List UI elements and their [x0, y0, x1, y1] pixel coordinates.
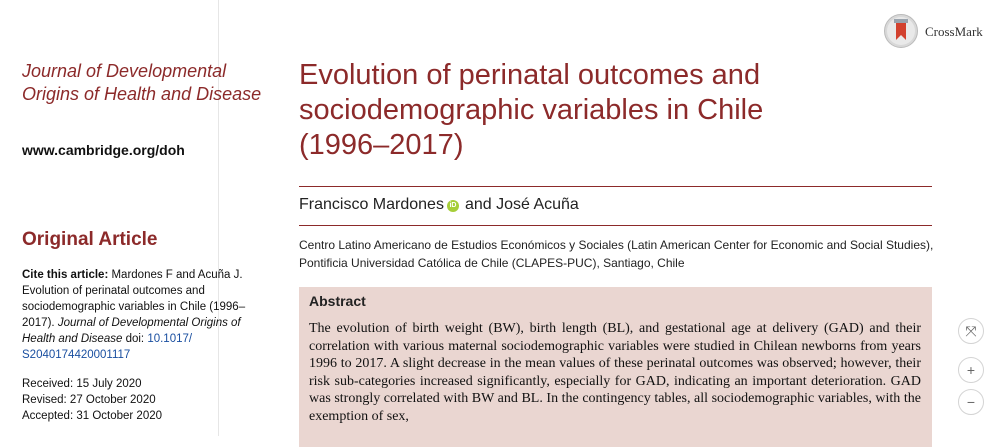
crossmark-label: CrossMark: [925, 24, 983, 39]
zoom-out-button[interactable]: [958, 389, 984, 415]
journal-name: [22, 60, 282, 106]
abstract-heading: Abstract: [309, 293, 366, 309]
plus-icon: +: [966, 362, 976, 378]
crossmark-badge[interactable]: [884, 14, 994, 50]
journal-website-link[interactable]: www.cambridge.org/doh: [22, 142, 185, 158]
fit-page-icon: ⤧: [965, 323, 977, 339]
zoom-in-button[interactable]: [958, 357, 984, 383]
authors: [299, 196, 579, 214]
publication-dates: [22, 376, 162, 424]
doi-link[interactable]: 10.1017/ S2040174420001117: [22, 333, 193, 361]
minus-icon: −: [966, 394, 976, 410]
article-type: Original Article: [22, 229, 158, 250]
journal-name-line1: Journal of Developmental: [22, 61, 227, 81]
author-1[interactable]: Francisco Mardones: [299, 196, 444, 213]
cite-doi-prefix: doi:: [122, 333, 148, 345]
article-title: Evolution of perinatal outcomes and sociodemographic variables in Chile (1996–2017): [299, 59, 764, 161]
journal-name-line2: Origins of Health and Disease: [22, 84, 262, 104]
citation-block: [22, 267, 272, 363]
cite-text: Mardones F and Acuña J. Evolution of perinatal outcomes and sociodemographic variables in Chile (1996–2017).: [22, 269, 246, 329]
cite-journal: Journal of Developmental Origins of Health and Disease: [22, 317, 241, 345]
orcid-icon[interactable]: iD: [447, 200, 459, 212]
abstract-body: The evolution of birth weight (BW), birth length (BL), and gestational age at delivery (GAD) and their correlation with various maternal sociodemographic variables were studied in Chilean newborns from years 1996 to 2017. A slight decrease in the mean values of these perinatal outcomes was observed; however, their risk sub-categories increased significantly, especially for GAD, indicating an important deterioration. GAD was strongly correlated with BW and BL. In the contingency tables, all sociodemographic variables, with the exemption of sex,: [309, 321, 921, 424]
crossmark-icon: [884, 14, 918, 48]
divider-top: [299, 186, 932, 187]
affiliation: Centro Latino Americano de Estudios Económicos y Sociales (Latin American Center for Economic and Social Studies), Pontificia Universidad Católica de Chile (CLAPES-PUC), Santiago, Chile: [299, 238, 934, 270]
divider-bottom: [299, 225, 932, 226]
author-2[interactable]: and José Acuña: [464, 196, 579, 213]
date-received: Received: 15 July 2020: [22, 378, 142, 390]
abstract-box: [299, 287, 932, 447]
date-revised: Revised: 27 October 2020: [22, 394, 156, 406]
cite-label: Cite this article:: [22, 269, 109, 281]
left-sidebar: [0, 0, 262, 436]
fit-page-button[interactable]: [958, 318, 984, 344]
date-accepted: Accepted: 31 October 2020: [22, 410, 163, 422]
